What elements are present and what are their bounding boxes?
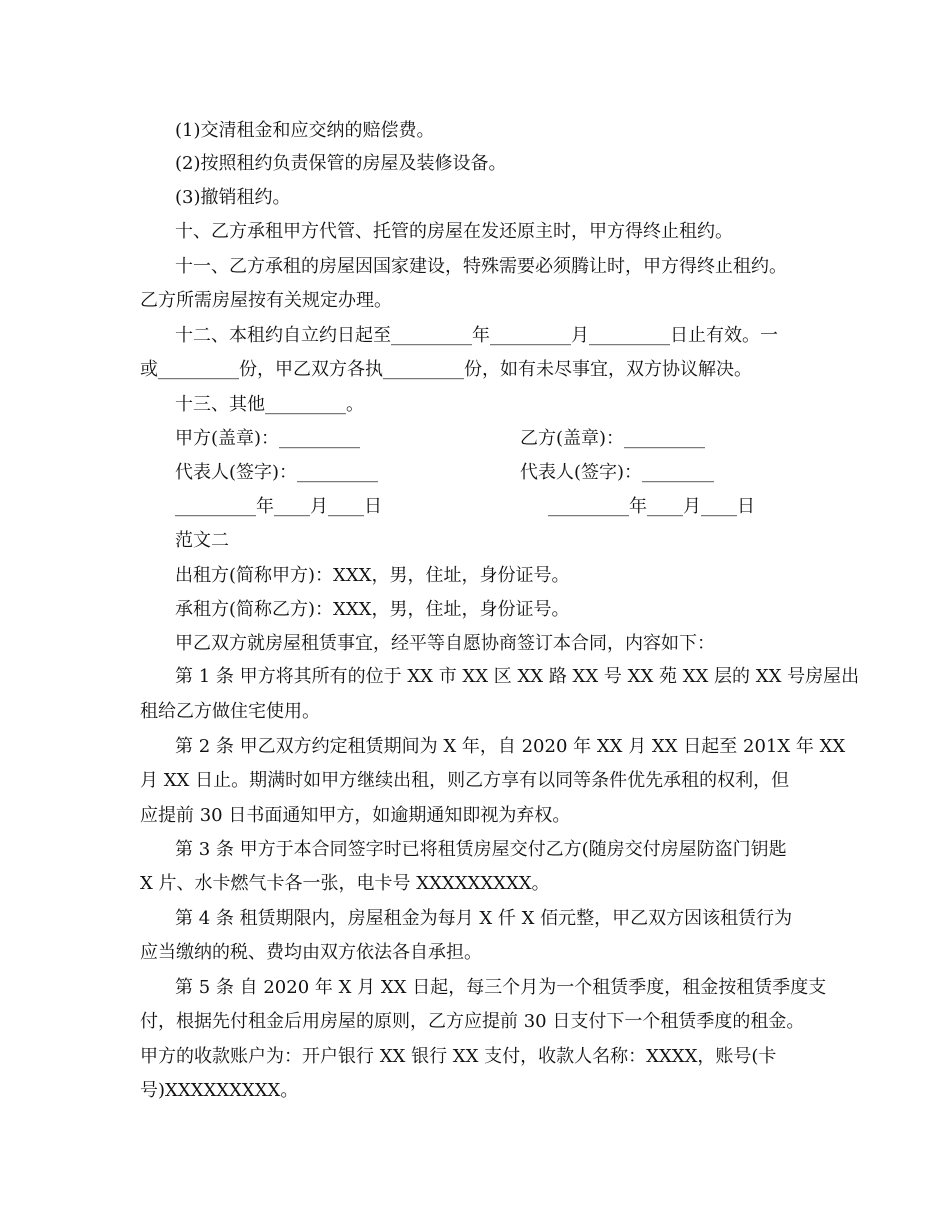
article-5-line-4: 号)XXXXXXXXX。 [140,1080,299,1101]
section-heading: 范文二 [175,530,229,551]
article-1-line-2: 租给乙方做住宅使用。 [140,701,320,722]
party-a-date: _________年____月____日 [175,496,382,517]
lessee-line: 承租方(简称乙方)：XXX，男，住址，身份证号。 [175,599,570,620]
clause-12-line-2: 或_________份，甲乙双方各执_________份，如有未尽事宜，双方协议解决。 [140,359,752,380]
lessor-line: 出租方(简称甲方)：XXX，男，住址，身份证号。 [175,565,570,586]
article-5-line-3: 甲方的收款账户为：开户银行 XX 银行 XX 支付，收款人名称：XXXX，账号(卡 [140,1046,777,1067]
party-a-representative: 代表人(签字)：_________ [175,462,379,483]
article-3-line-1: 第 3 条 甲方于本合同签字时已将租赁房屋交付乙方(随房交付房屋防盗门钥匙 [175,839,787,860]
clause-11-line-2: 乙方所需房屋按有关规定办理。 [140,290,392,311]
article-2-line-2: 月 XX 日止。期满时如甲方继续出租，则乙方享有以同等条件优先承租的权利，但 [140,770,790,791]
clause-13: 十三、其他_________。 [175,394,364,415]
clause-item-1: (1)交清租金和应交纳的赔偿费。 [175,120,435,141]
clause-12-line-1: 十二、本租约自立约日起至_________年_________月_________日止有效。一 [175,325,778,346]
article-1-line-1: 第 1 条 甲方将其所有的位于 XX 市 XX 区 XX 路 XX 号 XX 苑 XX 层的 XX 号房屋出 [175,666,860,687]
party-b-representative: 代表人(签字)：________ [520,462,715,483]
article-2-line-1: 第 2 条 甲乙双方约定租赁期间为 X 年，自 2020 年 XX 月 XX 日起至 201X 年 XX [175,736,846,757]
clause-11-line-1: 十一、乙方承租的房屋因国家建设，特殊需要必须腾让时，甲方得终止租约。 [175,256,787,277]
article-2-line-3: 应提前 30 日书面通知甲方，如逾期通知即视为弃权。 [140,805,571,826]
article-4-line-2: 应当缴纳的税、费均由双方依法各自承担。 [140,942,482,963]
party-b-date: _________年____月____日 [548,496,755,517]
article-5-line-2: 付，根据先付租金后用房屋的原则，乙方应提前 30 日支付下一个租赁季度的租金。 [140,1011,805,1032]
clause-10: 十、乙方承租甲方代管、托管的房屋在发还原主时，甲方得终止租约。 [175,221,733,242]
party-a-seal: 甲方(盖章)：_________ [175,428,361,449]
article-4-line-1: 第 4 条 租赁期限内，房屋租金为每月 X 仟 X 佰元整，甲乙双方因该租赁行为 [175,908,793,929]
article-3-line-2: X 片、水卡燃气卡各一张，电卡号 XXXXXXXXX。 [140,873,550,894]
clause-item-2: (2)按照租约负责保管的房屋及装修设备。 [175,153,507,174]
intro-line: 甲乙双方就房屋租赁事宜，经平等自愿协商签订本合同，内容如下： [175,633,715,654]
clause-item-3: (3)撤销租约。 [175,187,291,208]
article-5-line-1: 第 5 条 自 2020 年 X 月 XX 日起，每三个月为一个租赁季度，租金按租赁季度支 [175,977,827,998]
party-b-seal: 乙方(盖章)：_________ [520,428,706,449]
